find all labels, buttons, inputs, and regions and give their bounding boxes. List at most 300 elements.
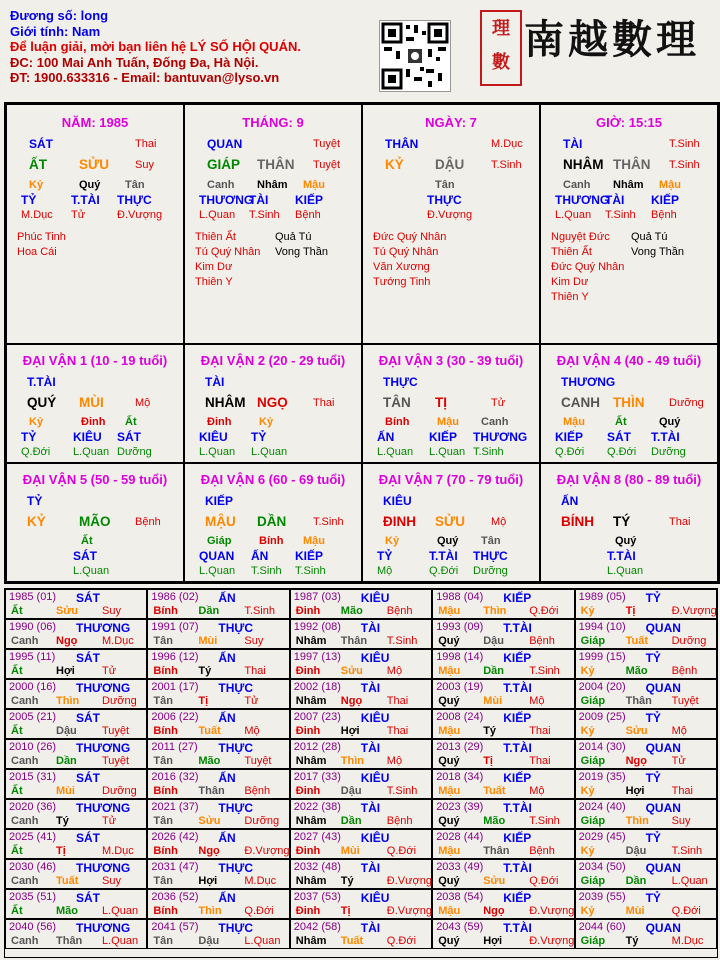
year-cell: [575, 619, 717, 649]
year-chi: Dần: [56, 755, 77, 767]
year-can: Nhâm: [295, 755, 327, 767]
dai-van-god: ẤN: [561, 494, 579, 508]
year-label: 2017 (33): [293, 771, 341, 783]
year-chi: Hợi: [56, 665, 75, 677]
year-god: QUAN: [645, 621, 681, 635]
year-can: Tân: [153, 695, 173, 707]
hidden-god: KIÊU: [73, 430, 102, 444]
hidden-god: THƯƠNG: [473, 430, 528, 444]
year-state: Thai: [529, 755, 551, 767]
year-can: Đinh: [295, 665, 321, 677]
star-item: Văn Xương: [373, 261, 430, 273]
year-can: Nhâm: [295, 875, 327, 887]
year-state: T.Sinh: [529, 815, 560, 827]
year-god: SÁT: [76, 771, 100, 785]
year-god: KIÊU: [360, 831, 390, 845]
year-cell: [575, 589, 717, 619]
hidden-stem: Canh: [207, 179, 235, 191]
dai-van-state: Thai: [669, 516, 691, 528]
hidden-stem: Ất: [615, 416, 627, 428]
hidden-god: KIẾP: [651, 193, 680, 207]
dai-van-cell: [540, 344, 718, 463]
year-cell: [147, 859, 289, 889]
pillar-top-right: Thai: [135, 138, 157, 150]
hidden-god: THƯƠNG: [199, 193, 254, 207]
dai-van-can: BÍNH: [561, 514, 594, 529]
qr-code-icon: [379, 20, 451, 92]
year-state: L.Quan: [102, 935, 139, 947]
year-chi: Sửu: [198, 815, 221, 827]
year-cell: [575, 919, 717, 949]
hidden-state: Dưỡng: [651, 446, 686, 458]
dai-van-god: KIÊU: [383, 494, 412, 508]
hidden-god: T.TÀI: [71, 193, 100, 207]
owner-line: Đương số: long: [10, 8, 109, 23]
year-state: Mộ: [244, 725, 260, 737]
year-label: 2043 (59): [436, 921, 484, 933]
phone-email-line: ĐT: 1900.633316 - Email: bantuvan@lyso.vn: [10, 70, 280, 85]
hidden-god: T.TÀI: [607, 549, 636, 563]
year-can: Giáp: [580, 695, 606, 707]
year-cell: [5, 739, 147, 769]
year-god: THỰC: [218, 621, 254, 635]
year-can: Canh: [11, 935, 39, 947]
year-chi: Hợi: [198, 875, 218, 887]
pillar-title: GIỜ: 15:15: [595, 115, 662, 130]
year-cell: [147, 829, 289, 859]
year-state: Suy: [244, 635, 264, 647]
year-god: ẤN: [218, 831, 236, 845]
year-god: T.TÀI: [503, 801, 532, 815]
year-can: Tân: [153, 815, 173, 827]
year-can: Kỷ: [580, 665, 595, 677]
year-cell: [5, 709, 147, 739]
year-god: THỰC: [218, 681, 254, 695]
year-label: 2001 (17): [151, 681, 199, 693]
pillar-can: NHÂM: [563, 157, 604, 172]
pillar-can: KỶ: [385, 157, 404, 172]
hidden-state: L.Quan: [199, 446, 236, 458]
year-chi: Hợi: [340, 725, 360, 737]
year-can: Đinh: [295, 605, 321, 617]
year-state: T.Sinh: [386, 785, 418, 797]
hidden-stem: Canh: [563, 179, 591, 191]
year-label: 2016 (32): [151, 771, 199, 783]
star-item: Tú Quý Nhân: [195, 246, 261, 258]
year-god: THỰC: [218, 801, 254, 815]
year-chi: Tý: [483, 725, 497, 737]
year-chi: Tuất: [483, 785, 506, 797]
header-info: [10, 8, 301, 86]
year-chi: Dậu: [625, 845, 647, 857]
year-cell: [290, 859, 432, 889]
year-label: 1988 (04): [436, 591, 484, 603]
year-label: 2039 (55): [578, 891, 626, 903]
hidden-god: ẤN: [377, 430, 395, 444]
star-item: Thiên Y: [195, 276, 233, 288]
star-item: Phúc Tinh: [17, 231, 66, 243]
hidden-state: Bệnh: [651, 209, 677, 221]
year-god: TÀI: [360, 741, 381, 755]
hidden-stem: Quý: [79, 179, 101, 191]
dai-van-title: ĐẠI VẬN 2 (20 - 29 tuổi): [200, 353, 346, 368]
hidden-state: T.Sinh: [295, 565, 326, 577]
year-god: ẤN: [218, 651, 236, 665]
year-god: THƯƠNG: [76, 621, 131, 635]
year-chi: Thìn: [340, 755, 365, 767]
year-can: Ất: [11, 605, 23, 617]
year-god: QUAN: [645, 741, 681, 755]
year-can: Kỷ: [580, 905, 595, 917]
hidden-state: Đ.Vượng: [427, 209, 473, 221]
year-can: Giáp: [580, 875, 606, 887]
year-god: TỶ: [645, 891, 661, 905]
dai-van-chi: TỊ: [435, 395, 447, 410]
year-can: Quý: [438, 935, 460, 947]
year-god: ẤN: [218, 591, 236, 605]
year-state: Đ.Vượng: [386, 905, 432, 917]
hidden-god: T.TÀI: [651, 430, 680, 444]
year-state: Mộ: [671, 725, 687, 737]
dai-van-can: TÂN: [383, 395, 411, 410]
pillar-chi-state: Suy: [135, 159, 154, 171]
dai-van-cell: [184, 463, 362, 582]
year-cell: [290, 679, 432, 709]
hidden-stem: Quý: [659, 416, 681, 428]
year-god: TỶ: [645, 831, 661, 845]
dai-van-title: ĐẠI VẬN 8 (80 - 89 tuổi): [556, 472, 702, 487]
year-chi: Tuất: [625, 635, 648, 647]
year-cell: [5, 769, 147, 799]
hidden-state: T.Sinh: [473, 446, 504, 458]
year-god: KIẾP: [503, 891, 532, 905]
year-cell: [575, 649, 717, 679]
year-state: Q.Đới: [386, 935, 417, 947]
hidden-stem: Tân: [481, 535, 501, 547]
year-cell: [575, 859, 717, 889]
pillar-chi: THÂN: [613, 157, 651, 172]
dai-van-cell: [540, 463, 718, 582]
year-chi: Mão: [56, 905, 78, 917]
year-state: Đ.Vượng: [529, 905, 575, 917]
year-cell: [5, 829, 147, 859]
year-chi: Mùi: [56, 785, 75, 797]
hidden-stem: Đinh: [207, 416, 232, 428]
year-can: Giáp: [580, 635, 606, 647]
year-cell: [147, 589, 289, 619]
gender-line: Giới tính: Nam: [10, 23, 101, 39]
year-cell: [5, 619, 147, 649]
year-god: THỰC: [218, 861, 254, 875]
year-chi: Thân: [625, 695, 652, 707]
year-state: Tuyệt: [102, 755, 130, 767]
star-item: Quả Tú: [631, 231, 668, 243]
year-can: Mậu: [438, 665, 461, 677]
pillar-can: ẤT: [29, 157, 47, 172]
year-label: 2015 (31): [9, 771, 57, 783]
hidden-state: M.Dục: [21, 209, 53, 221]
hidden-stem: Đinh: [81, 416, 106, 428]
year-god: QUAN: [645, 861, 681, 875]
year-chi: Mùi: [625, 905, 645, 917]
year-label: 1997 (13): [293, 651, 341, 663]
year-chi: Sửu: [625, 725, 648, 737]
hidden-state: L.Quan: [607, 565, 644, 577]
year-cell: [432, 919, 574, 949]
pillar-chi: DẬU: [435, 157, 465, 172]
year-state: Q.Đới: [529, 605, 559, 617]
pillar-chi-state: T.Sinh: [669, 159, 700, 171]
pillar-top-right: M.Dục: [491, 138, 523, 150]
pillar-top-left: TÀI: [563, 137, 583, 151]
year-state: Dưỡng: [671, 635, 707, 647]
year-label: 2004 (20): [578, 681, 626, 693]
year-state: Suy: [671, 815, 691, 827]
year-state: M.Dục: [102, 635, 134, 647]
dai-van-title: ĐẠI VẬN 5 (50 - 59 tuổi): [22, 472, 168, 487]
pillar-cell: [362, 104, 540, 344]
year-chi: Ngọ: [340, 695, 363, 707]
year-god: TỶ: [645, 651, 661, 665]
year-state: T.Sinh: [244, 605, 275, 617]
year-cell: [432, 709, 574, 739]
star-item: Đức Quý Nhân: [373, 231, 447, 243]
pillar-chi: SỬU: [79, 157, 109, 172]
year-state: M.Dục: [244, 875, 277, 887]
dai-van-can: QUÝ: [27, 395, 57, 410]
year-god: SÁT: [76, 651, 100, 665]
year-can: Ất: [11, 785, 23, 797]
year-label: 1989 (05): [578, 591, 626, 603]
year-label: 1990 (06): [9, 621, 57, 633]
hidden-stem: Mậu: [303, 535, 325, 547]
hidden-god: THỰC: [473, 549, 508, 563]
year-god: TỶ: [645, 771, 661, 785]
year-label: 2023 (39): [436, 801, 484, 813]
dai-van-chi: SỬU: [435, 514, 465, 529]
year-can: Quý: [438, 755, 460, 767]
year-state: Mộ: [529, 785, 545, 797]
star-item: Vong Thần: [631, 246, 685, 258]
year-chi: Dần: [483, 665, 504, 677]
dai-van-cell: [6, 463, 184, 582]
year-state: Dưỡng: [102, 785, 137, 797]
dai-van-cell: [6, 344, 184, 463]
year-chi: Tị: [56, 845, 66, 857]
year-label: 2006 (22): [151, 711, 199, 723]
hidden-state: L.Quan: [251, 446, 288, 458]
year-god: TÀI: [360, 621, 381, 635]
hidden-god: TÀI: [605, 193, 625, 207]
hidden-stem: Ất: [125, 416, 137, 428]
hidden-stem: Mậu: [437, 416, 459, 428]
year-can: Bính: [153, 905, 178, 917]
year-label: 2025 (41): [9, 831, 57, 843]
dai-van-can: MẬU: [205, 514, 236, 529]
year-chi: Dậu: [198, 935, 220, 947]
year-god: THƯƠNG: [76, 861, 131, 875]
hidden-state: Q.Đới: [555, 446, 585, 458]
year-label: 2030 (46): [9, 861, 57, 873]
year-can: Giáp: [580, 755, 606, 767]
hidden-god: ẤN: [251, 549, 269, 563]
year-god: ẤN: [218, 771, 236, 785]
year-chi: Sửu: [483, 875, 506, 887]
year-chi: Thân: [340, 635, 368, 647]
hidden-state: T.Sinh: [251, 565, 282, 577]
year-can: Quý: [438, 815, 460, 827]
year-god: TÀI: [360, 801, 381, 815]
year-god: THƯƠNG: [76, 681, 131, 695]
year-cell: [432, 739, 574, 769]
year-can: Quý: [438, 695, 460, 707]
year-cell: [432, 769, 574, 799]
year-chi: Thân: [198, 785, 225, 797]
year-label: 2003 (19): [436, 681, 484, 693]
year-label: 1995 (11): [9, 651, 56, 663]
year-can: Canh: [11, 875, 39, 887]
year-can: Mậu: [438, 785, 461, 797]
year-state: Thai: [386, 695, 409, 707]
year-chi: Ngọ: [56, 635, 78, 647]
year-can: Đinh: [295, 845, 321, 857]
year-state: Tử: [244, 695, 259, 707]
year-can: Mậu: [438, 605, 461, 617]
hidden-god: KIẾP: [295, 193, 324, 207]
year-state: Suy: [102, 875, 121, 887]
year-label: 2036 (52): [151, 891, 199, 903]
year-chi: Thân: [483, 845, 510, 857]
dai-van-title: ĐẠI VẬN 7 (70 - 79 tuổi): [378, 472, 524, 487]
year-state: Thai: [244, 665, 266, 677]
year-chi: Hợi: [625, 785, 645, 797]
hidden-stem: Ất: [81, 535, 93, 547]
year-can: Kỷ: [580, 725, 595, 737]
year-god: KIÊU: [360, 891, 390, 905]
year-state: Thai: [386, 725, 409, 737]
year-label: 1999 (15): [578, 651, 626, 663]
year-state: Thai: [671, 785, 693, 797]
pillar-can: GIÁP: [207, 157, 241, 172]
dai-van-can: NHÂM: [205, 395, 246, 410]
year-state: Đ.Vượng: [244, 845, 290, 857]
year-cell: [147, 889, 289, 919]
hidden-stem: Giáp: [207, 535, 232, 547]
year-chi: Dần: [625, 875, 647, 887]
logo-title: 南越數理: [524, 16, 700, 63]
year-god: QUAN: [645, 681, 681, 695]
year-god: SÁT: [76, 711, 100, 725]
year-god: T.TÀI: [503, 681, 532, 695]
year-cell: [5, 889, 147, 919]
year-chi: Mão: [483, 815, 506, 827]
year-chi: Tị: [340, 905, 351, 917]
year-state: L.Quan: [244, 935, 281, 947]
year-god: KIÊU: [360, 651, 390, 665]
year-cell: [290, 649, 432, 679]
pillar-cell: [540, 104, 718, 344]
year-cell: [5, 919, 147, 949]
year-cell: [5, 649, 147, 679]
year-label: 2037 (53): [293, 891, 341, 903]
year-state: Tuyệt: [244, 755, 272, 767]
year-god: T.TÀI: [503, 921, 532, 935]
year-can: Ất: [11, 665, 23, 677]
year-state: M.Dục: [671, 935, 704, 947]
year-label: 2034 (50): [578, 861, 626, 873]
year-label: 2021 (37): [151, 801, 199, 813]
hidden-state: Q.Đới: [21, 446, 51, 458]
year-chi: Ngọ: [625, 755, 647, 767]
star-item: Thiên Ất: [551, 246, 592, 258]
year-label: 2018 (34): [436, 771, 484, 783]
dai-van-god: THỰC: [383, 375, 418, 389]
dai-van-state: Tử: [491, 397, 506, 409]
year-cell: [575, 709, 717, 739]
dai-van-state: Dưỡng: [669, 397, 704, 409]
year-can: Canh: [11, 815, 39, 827]
year-can: Tân: [153, 635, 173, 647]
year-god: KIẾP: [503, 711, 532, 725]
year-can: Đinh: [295, 785, 321, 797]
year-chi: Dậu: [483, 635, 504, 647]
dai-van-title: ĐẠI VẬN 4 (40 - 49 tuổi): [556, 353, 702, 368]
contact-line: Để luận giải, mời bạn liên hệ LÝ SỐ HỘI QUÁN.: [10, 39, 301, 54]
year-cell: [147, 709, 289, 739]
year-cell: [290, 739, 432, 769]
dai-van-cell: [362, 463, 540, 582]
year-god: ẤN: [218, 711, 236, 725]
year-god: TÀI: [360, 681, 381, 695]
year-cell: [432, 799, 574, 829]
dai-van-chi: THÌN: [613, 395, 645, 410]
year-chi: Sửu: [340, 665, 363, 677]
year-cell: [432, 619, 574, 649]
year-chi: Ngọ: [483, 905, 505, 917]
year-god: KIÊU: [360, 771, 390, 785]
year-state: Mộ: [386, 755, 403, 767]
year-label: 2010 (26): [9, 741, 57, 753]
year-chi: Mùi: [483, 695, 503, 707]
year-cell: [147, 769, 289, 799]
hidden-god: T.TÀI: [429, 549, 458, 563]
year-cell: [432, 589, 574, 619]
year-can: Canh: [11, 695, 39, 707]
year-cell: [290, 619, 432, 649]
year-cell: [290, 889, 432, 919]
hidden-state: T.Sinh: [605, 209, 636, 221]
year-cell: [575, 889, 717, 919]
year-god: KIẾP: [503, 831, 532, 845]
year-can: Giáp: [580, 815, 606, 827]
year-cell: [147, 919, 289, 949]
year-can: Bính: [153, 665, 178, 677]
year-label: 2044 (60): [578, 921, 626, 933]
year-can: Nhâm: [295, 815, 327, 827]
year-cell: [5, 679, 147, 709]
year-god: THỰC: [218, 741, 254, 755]
year-label: 2029 (45): [578, 831, 626, 843]
year-god: THỰC: [218, 921, 254, 935]
hidden-god: SÁT: [73, 549, 97, 563]
hidden-god: THỰC: [427, 193, 462, 207]
hidden-state: Dưỡng: [117, 446, 152, 458]
year-god: SÁT: [76, 831, 100, 845]
star-item: Tướng Tinh: [373, 276, 431, 288]
year-can: Đinh: [295, 725, 321, 737]
year-state: Thai: [529, 725, 551, 737]
year-state: M.Dục: [102, 845, 134, 857]
